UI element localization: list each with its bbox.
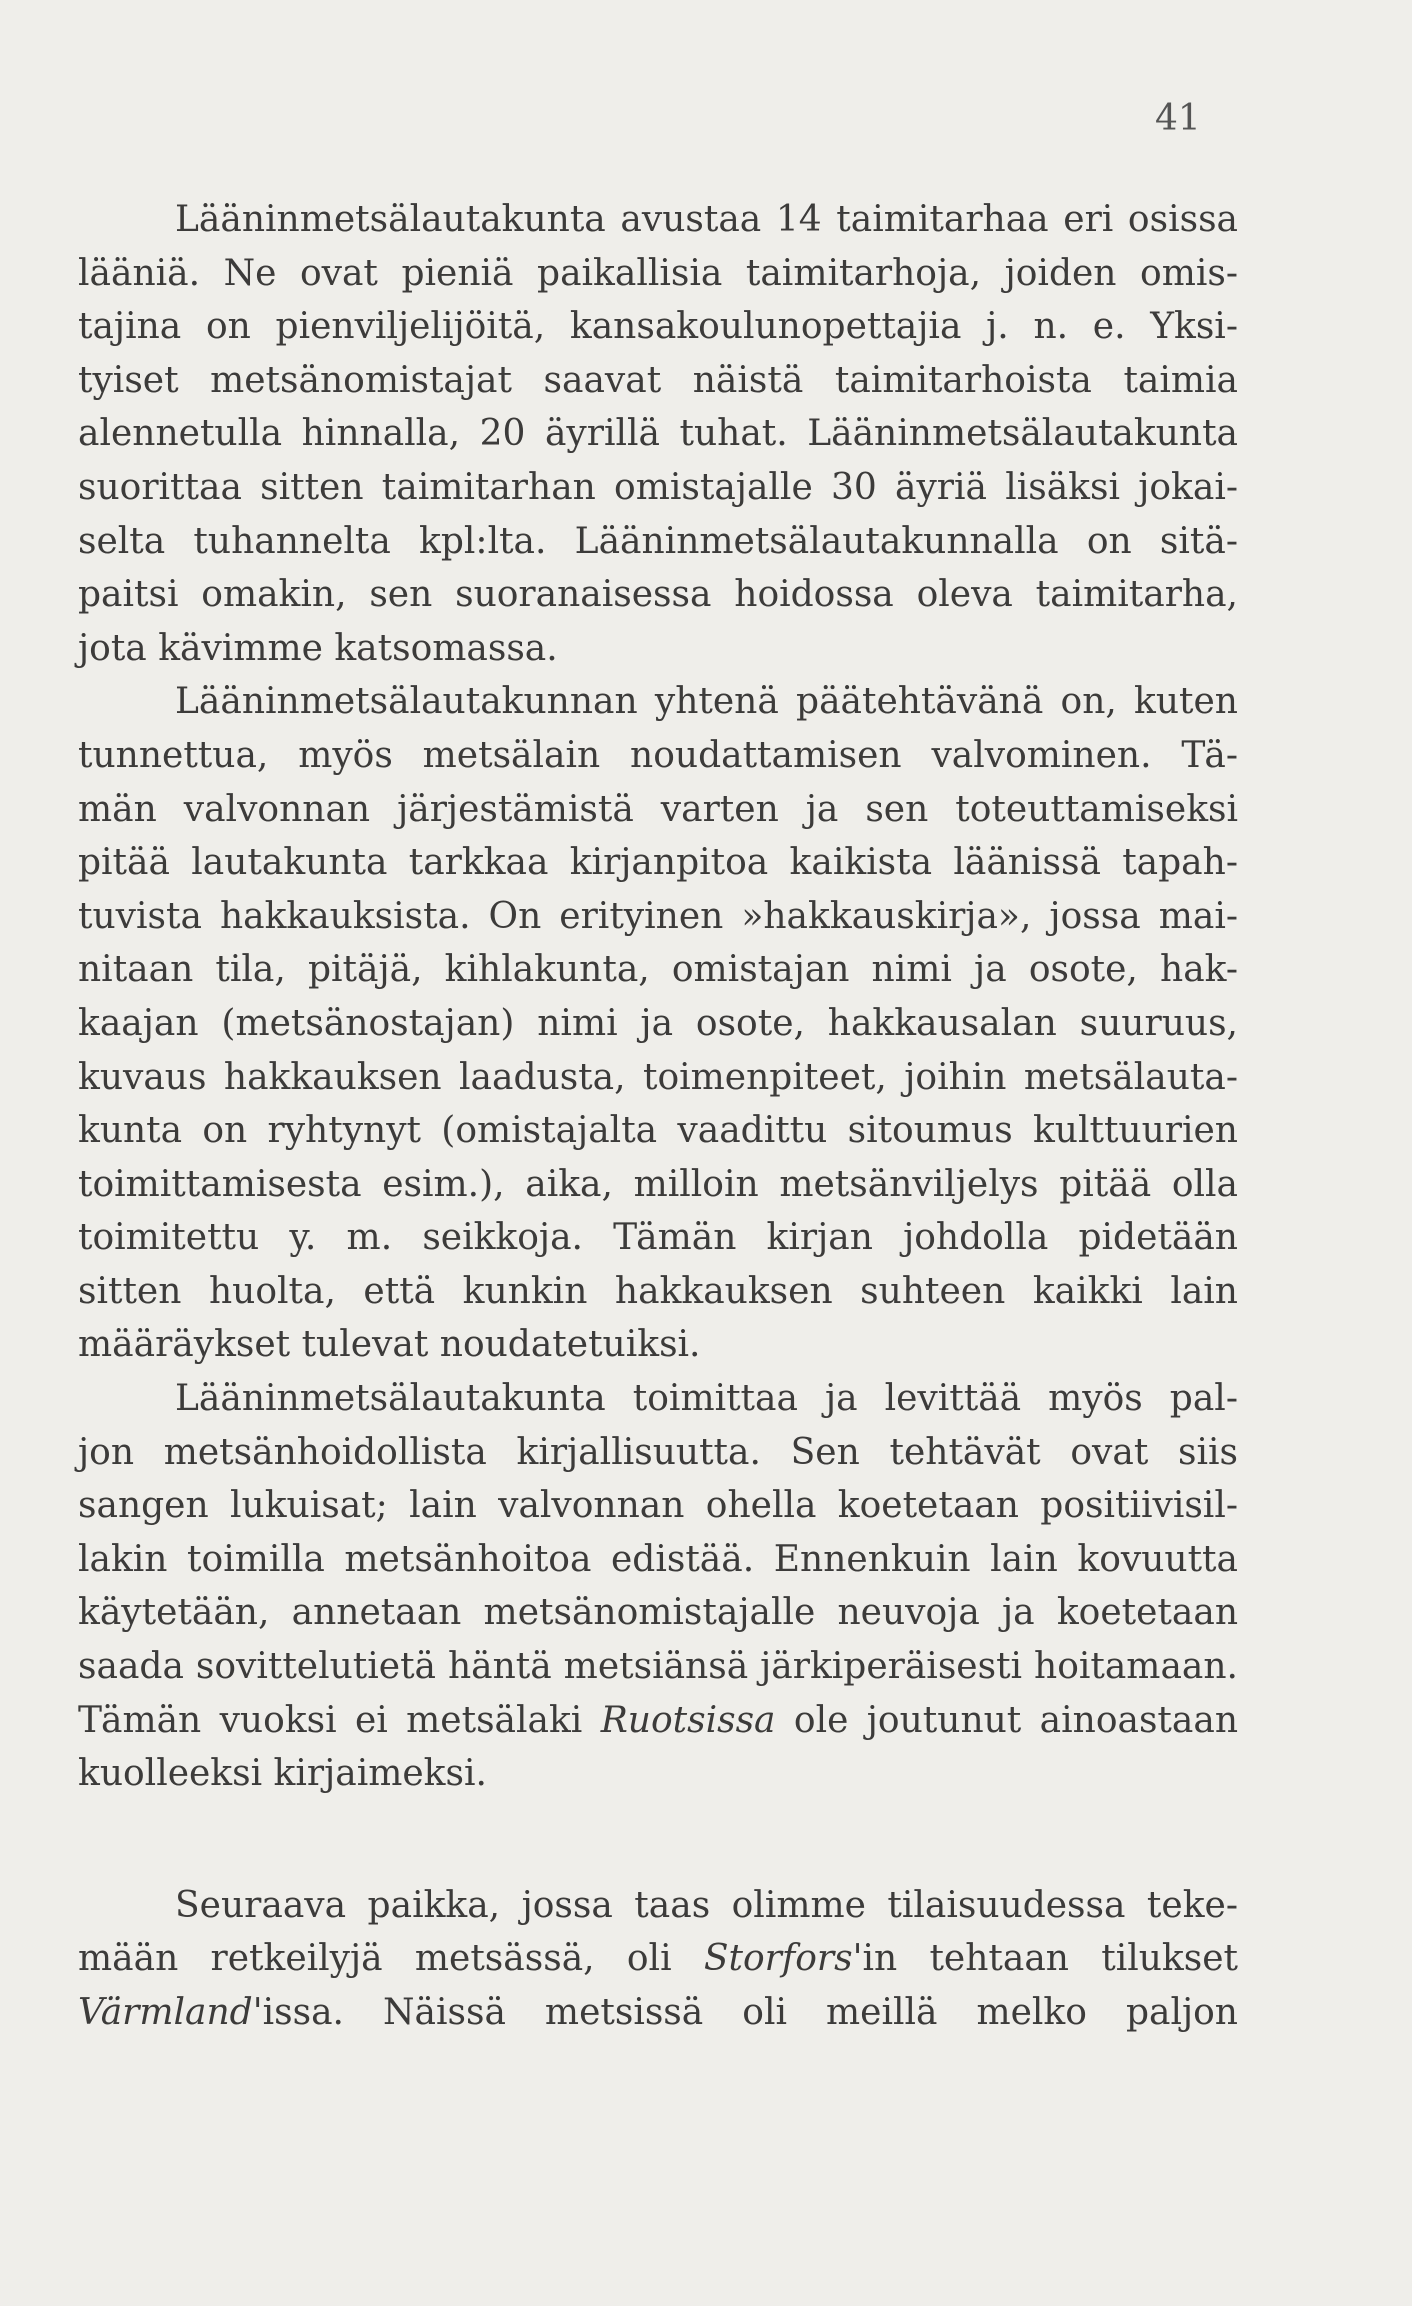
text-line: paitsi omakin, sen suoranaisessa hoidossa oleva taimitarha,	[78, 574, 1238, 616]
text-line: suorittaa sitten taimitarhan omistajalle 30 äyriä lisäksi jokai-	[78, 466, 1238, 508]
place-name-ruotsissa: Ruotsissa	[600, 1699, 776, 1741]
text-line: Lääninmetsälautakunnan yhtenä päätehtävänä on, kuten	[175, 681, 1238, 723]
text-line: alennetulla hinnalla, 20 äyrillä tuhat. Lääninmetsälautakunta	[78, 413, 1238, 455]
paragraph	[78, 1372, 1238, 1801]
paragraph	[78, 193, 1238, 675]
text-line	[78, 1694, 1238, 1748]
text-line: lakin toimilla metsänhoitoa edistää. Ennenkuin lain kovuutta	[78, 1538, 1238, 1580]
text-segment: 'in tehtaan tilukset	[852, 1938, 1238, 1980]
text-line: käytetään, annetaan metsänomistajalle neuvoja ja koetetaan	[78, 1592, 1238, 1634]
text-line: pitää lautakunta tarkkaa kirjanpitoa kaikista läänissä tapah-	[78, 842, 1238, 884]
text-line: tuvista hakkauksista. On erityinen »hakkauskirja», jossa mai-	[78, 895, 1238, 937]
place-name-storfors: Storfors	[703, 1938, 853, 1980]
text-segment: mään retkeilyjä metsässä, oli	[78, 1938, 704, 1980]
text-line: jota kävimme katsomassa.	[78, 627, 558, 669]
text-line: sitten huolta, että kunkin hakkauksen suhteen kaikki lain	[78, 1270, 1238, 1312]
text-line: kunta on ryhtynyt (omistajalta vaadittu sitoumus kulttuurien	[78, 1110, 1238, 1152]
paragraph	[78, 675, 1238, 1372]
paragraph-gap	[78, 1801, 1238, 1879]
text-line: män valvonnan järjestämistä varten ja sen toteuttamiseksi	[78, 788, 1238, 830]
text-line: lääniä. Ne ovat pieniä paikallisia taimitarhoja, joiden omis-	[78, 252, 1238, 294]
text-line: tyiset metsänomistajat saavat näistä taimitarhoista taimia	[78, 359, 1238, 401]
text-line: Lääninmetsälautakunta avustaa 14 taimitarhaa eri osissa	[175, 199, 1238, 240]
text-line: Seuraava paikka, jossa taas olimme tilaisuudessa teke-	[175, 1884, 1238, 1926]
text-line: kaajan (metsänostajan) nimi ja osote, hakkausalan suuruus,	[78, 1002, 1238, 1044]
text-line: määräykset tulevat noudatetuiksi.	[78, 1324, 701, 1366]
text-line: selta tuhannelta kpl:lta. Lääninmetsälautakunnalla on sitä-	[78, 520, 1238, 562]
text-line: toimittamisesta esim.), aika, milloin metsänviljelys pitää olla	[78, 1163, 1238, 1205]
text-line: tunnettua, myös metsälain noudattamisen valvominen. Tä-	[78, 734, 1238, 776]
text-line: nitaan tila, pitäjä, kihlakunta, omistajan nimi ja osote, hak-	[78, 949, 1238, 991]
text-line: tajina on pienviljelijöitä, kansakoulunopettajia j. n. e. Yksi-	[78, 306, 1238, 348]
text-line: jon metsänhoidollista kirjallisuutta. Sen tehtävät ovat siis	[78, 1431, 1238, 1473]
text-line: kuvaus hakkauksen laadusta, toimenpiteet, joihin metsälauta-	[78, 1056, 1238, 1098]
place-name-varmland: Värmland	[78, 1992, 253, 2033]
text-line: sangen lukuisat; lain valvonnan ohella koetetaan positiivisil-	[78, 1485, 1238, 1527]
paragraph	[78, 1879, 1238, 2040]
text-line	[78, 1932, 1238, 1986]
body-text	[78, 193, 1238, 2040]
text-line: kuolleeksi kirjaimeksi.	[78, 1753, 487, 1795]
text-line: toimitettu y. m. seikkoja. Tämän kirjan johdolla pidetään	[78, 1217, 1238, 1259]
text-line: Lääninmetsälautakunta toimittaa ja levittää myös pal-	[175, 1378, 1238, 1420]
text-line: saada sovittelutietä häntä metsiänsä järkiperäisesti hoitamaan.	[78, 1646, 1238, 1688]
text-segment: ole joutunut ainoastaan	[775, 1699, 1239, 1741]
text-segment: Tämän vuoksi ei metsälaki	[78, 1699, 601, 1741]
text-segment: 'issa. Näissä metsissä oli meillä melko paljon	[252, 1992, 1238, 2033]
page-number: 41	[1155, 98, 1201, 139]
text-line	[78, 1986, 1238, 2040]
